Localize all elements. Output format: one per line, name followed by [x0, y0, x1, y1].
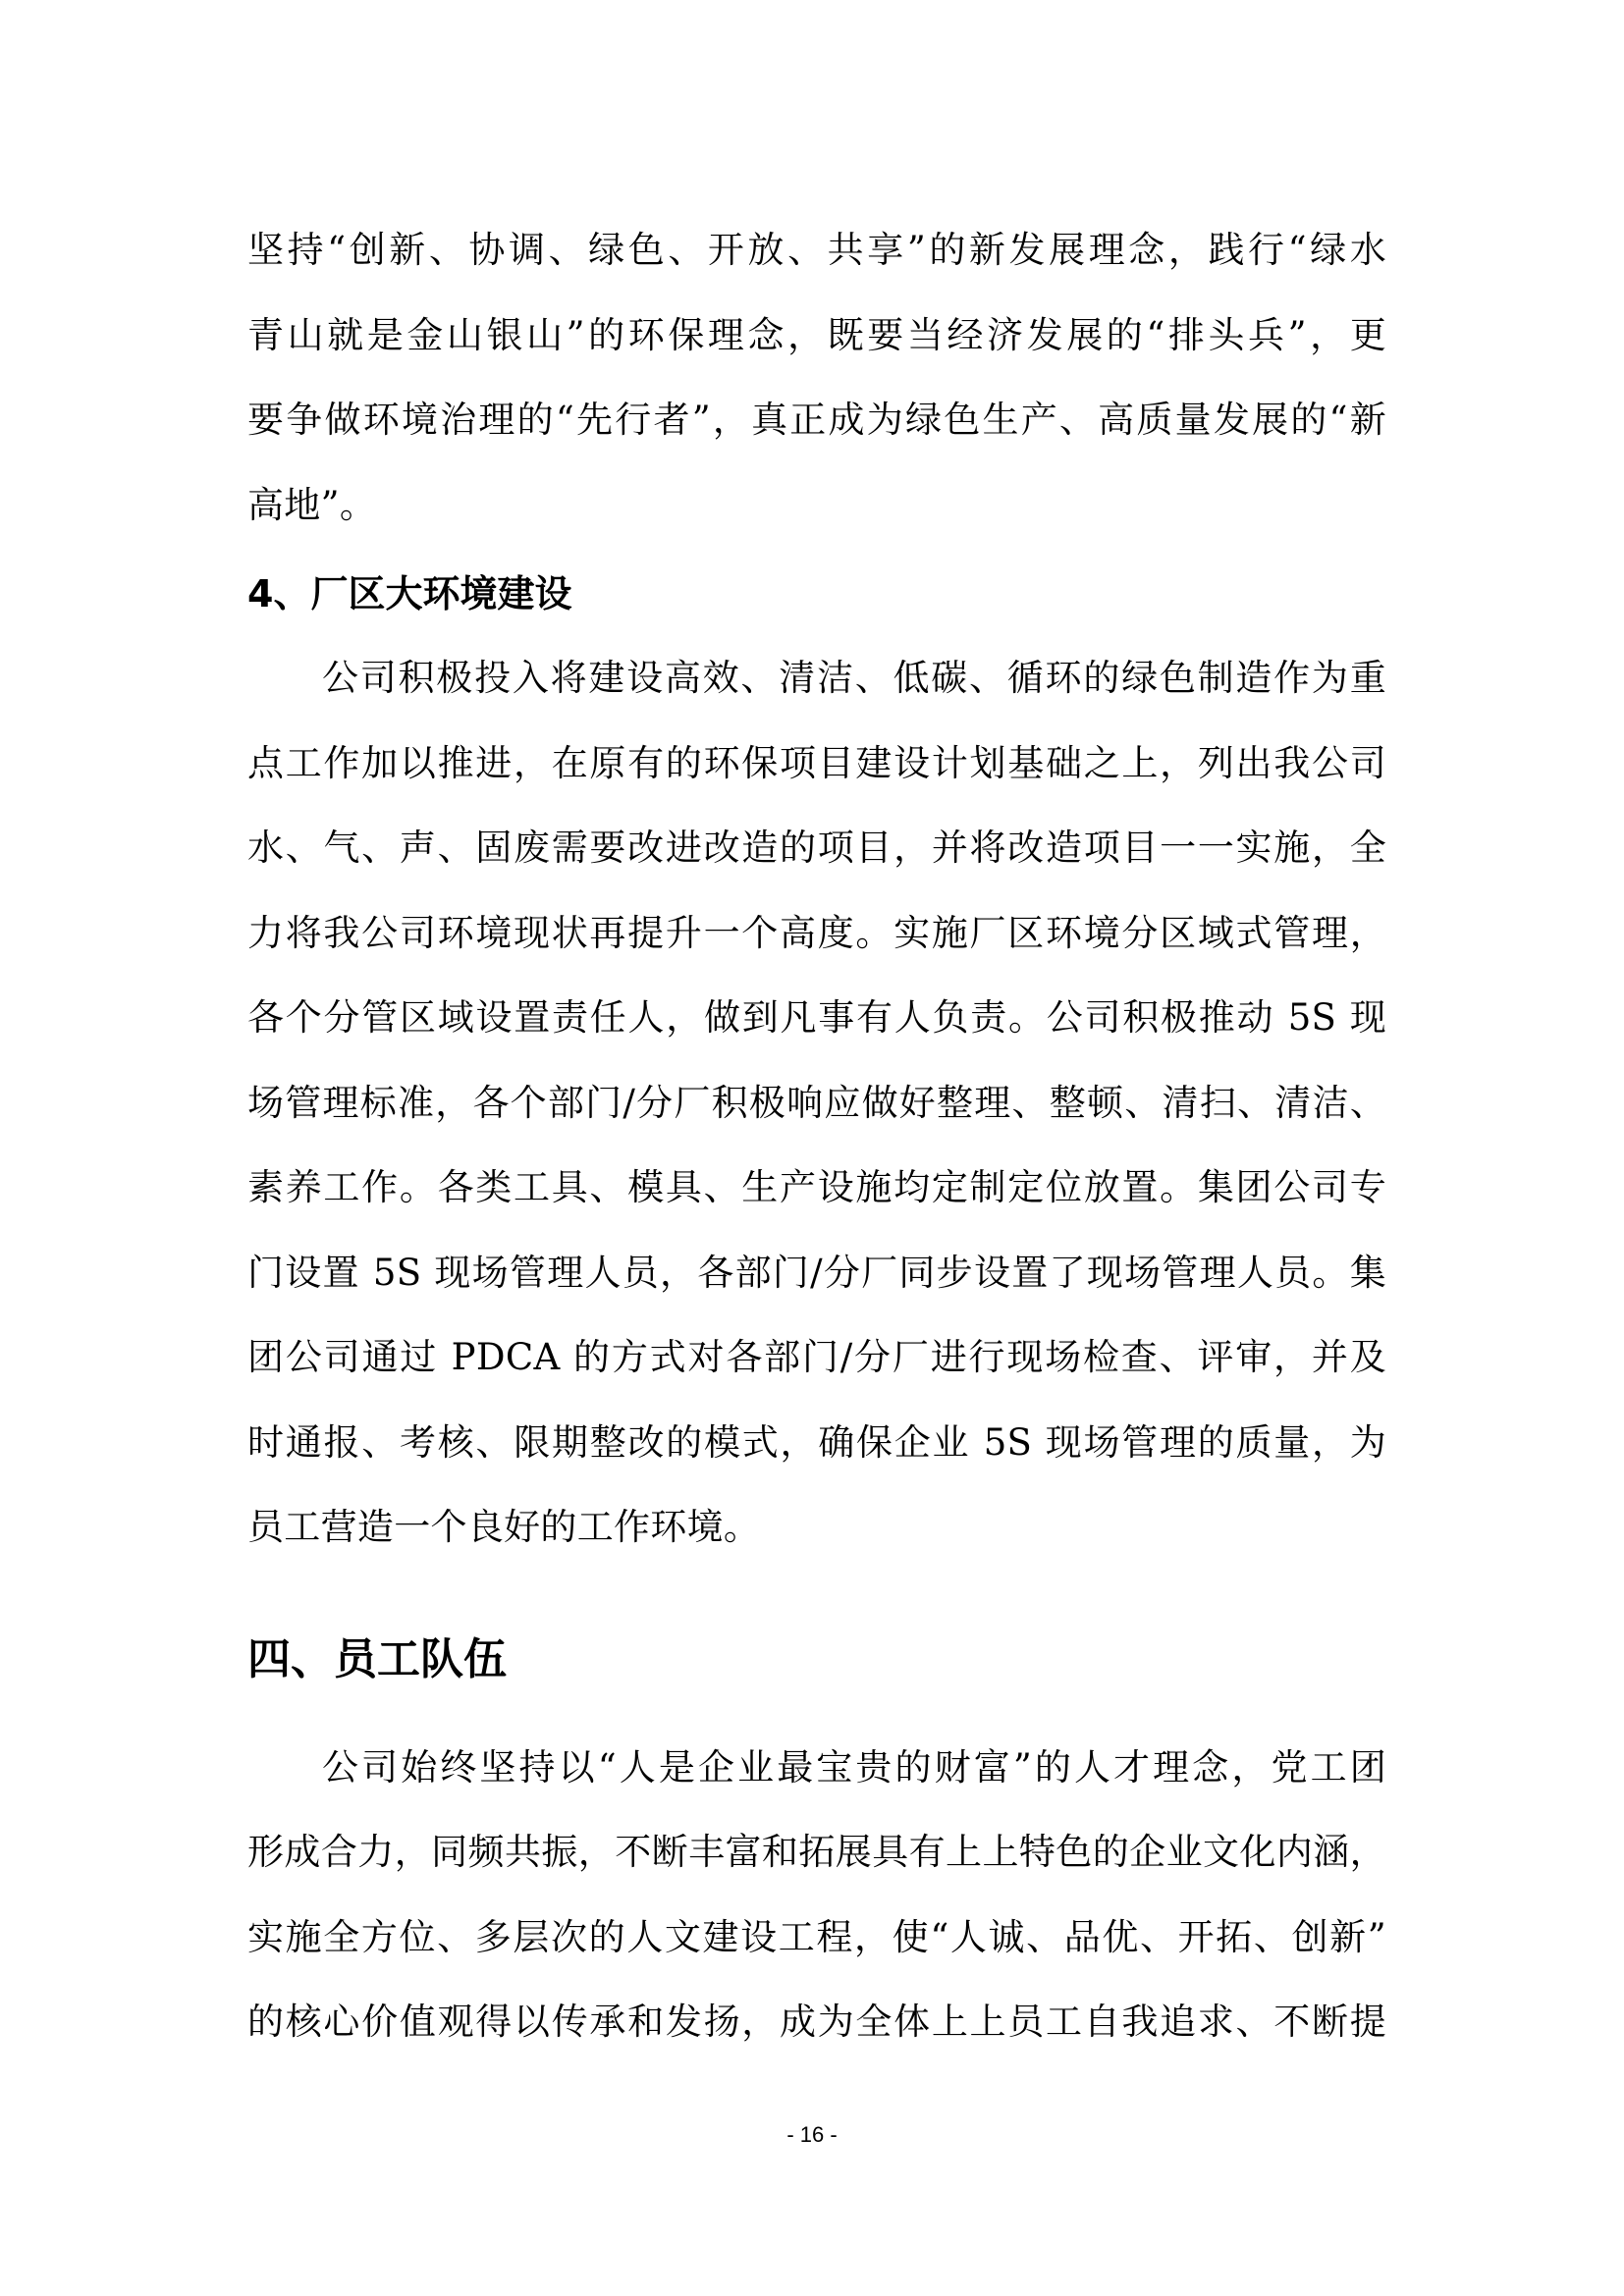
section-heading-four: 四、员工队伍	[247, 1633, 507, 1684]
paragraph-line: 坚持“创新、协调、绿色、开放、共享”的新发展理念，践行“绿水	[247, 229, 1386, 271]
paragraph-1	[247, 208, 1386, 548]
paragraph-line: 点工作加以推进，在原有的环保项目建设计划基础之上，列出我公司	[247, 741, 1386, 784]
paragraph-line: 力将我公司环境现状再提升一个高度。实施厂区环境分区域式管理，	[247, 911, 1386, 954]
paragraph-line: 青山就是金山银山”的环保理念，既要当经济发展的“排头兵”，更	[247, 313, 1386, 356]
page-number: - 16 -	[786, 2122, 838, 2147]
paragraph-line: 团公司通过 PDCA 的方式对各部门/分厂进行现场检查、评审，并及	[247, 1336, 1386, 1378]
paragraph-line: 素养工作。各类工具、模具、生产设施均定制定位放置。集团公司专	[247, 1166, 1386, 1208]
page-content	[247, 208, 1386, 2065]
section-4-paragraph	[247, 636, 1386, 1571]
paragraph-line: 公司积极投入将建设高效、清洁、低碳、循环的绿色制造作为重	[322, 657, 1386, 699]
paragraph-line: 水、气、声、固废需要改进改造的项目，并将改造项目一一实施，全	[247, 827, 1386, 869]
paragraph-line: 员工营造一个良好的工作环境。	[247, 1506, 761, 1548]
paragraph-line: 实施全方位、多层次的人文建设工程，使“人诚、品优、开拓、创新”	[247, 1915, 1386, 1958]
paragraph-line: 的核心价值观得以传承和发扬，成为全体上上员工自我追求、不断提	[247, 2001, 1386, 2043]
paragraph-line: 公司始终坚持以“人是企业最宝贵的财富”的人才理念，党工团	[322, 1745, 1386, 1789]
paragraph-line: 场管理标准，各个部门/分厂积极响应做好整理、整顿、清扫、清洁、	[247, 1081, 1386, 1124]
paragraph-line: 各个分管区域设置责任人，做到凡事有人负责。公司积极推动 5S 现	[247, 996, 1386, 1039]
paragraph-line: 高地”。	[247, 483, 377, 526]
section-four-paragraph	[247, 1726, 1386, 2065]
paragraph-line: 门设置 5S 现场管理人员，各部门/分厂同步设置了现场管理人员。集	[247, 1251, 1386, 1294]
section-heading-4: 4、厂区大环境建设	[247, 572, 572, 615]
paragraph-line: 形成合力，同频共振，不断丰富和拓展具有上上特色的企业文化内涵，	[247, 1831, 1386, 1873]
paragraph-line: 时通报、考核、限期整改的模式，确保企业 5S 现场管理的质量，为	[247, 1420, 1386, 1464]
paragraph-line: 要争做环境治理的“先行者”，真正成为绿色生产、高质量发展的“新	[247, 399, 1386, 441]
